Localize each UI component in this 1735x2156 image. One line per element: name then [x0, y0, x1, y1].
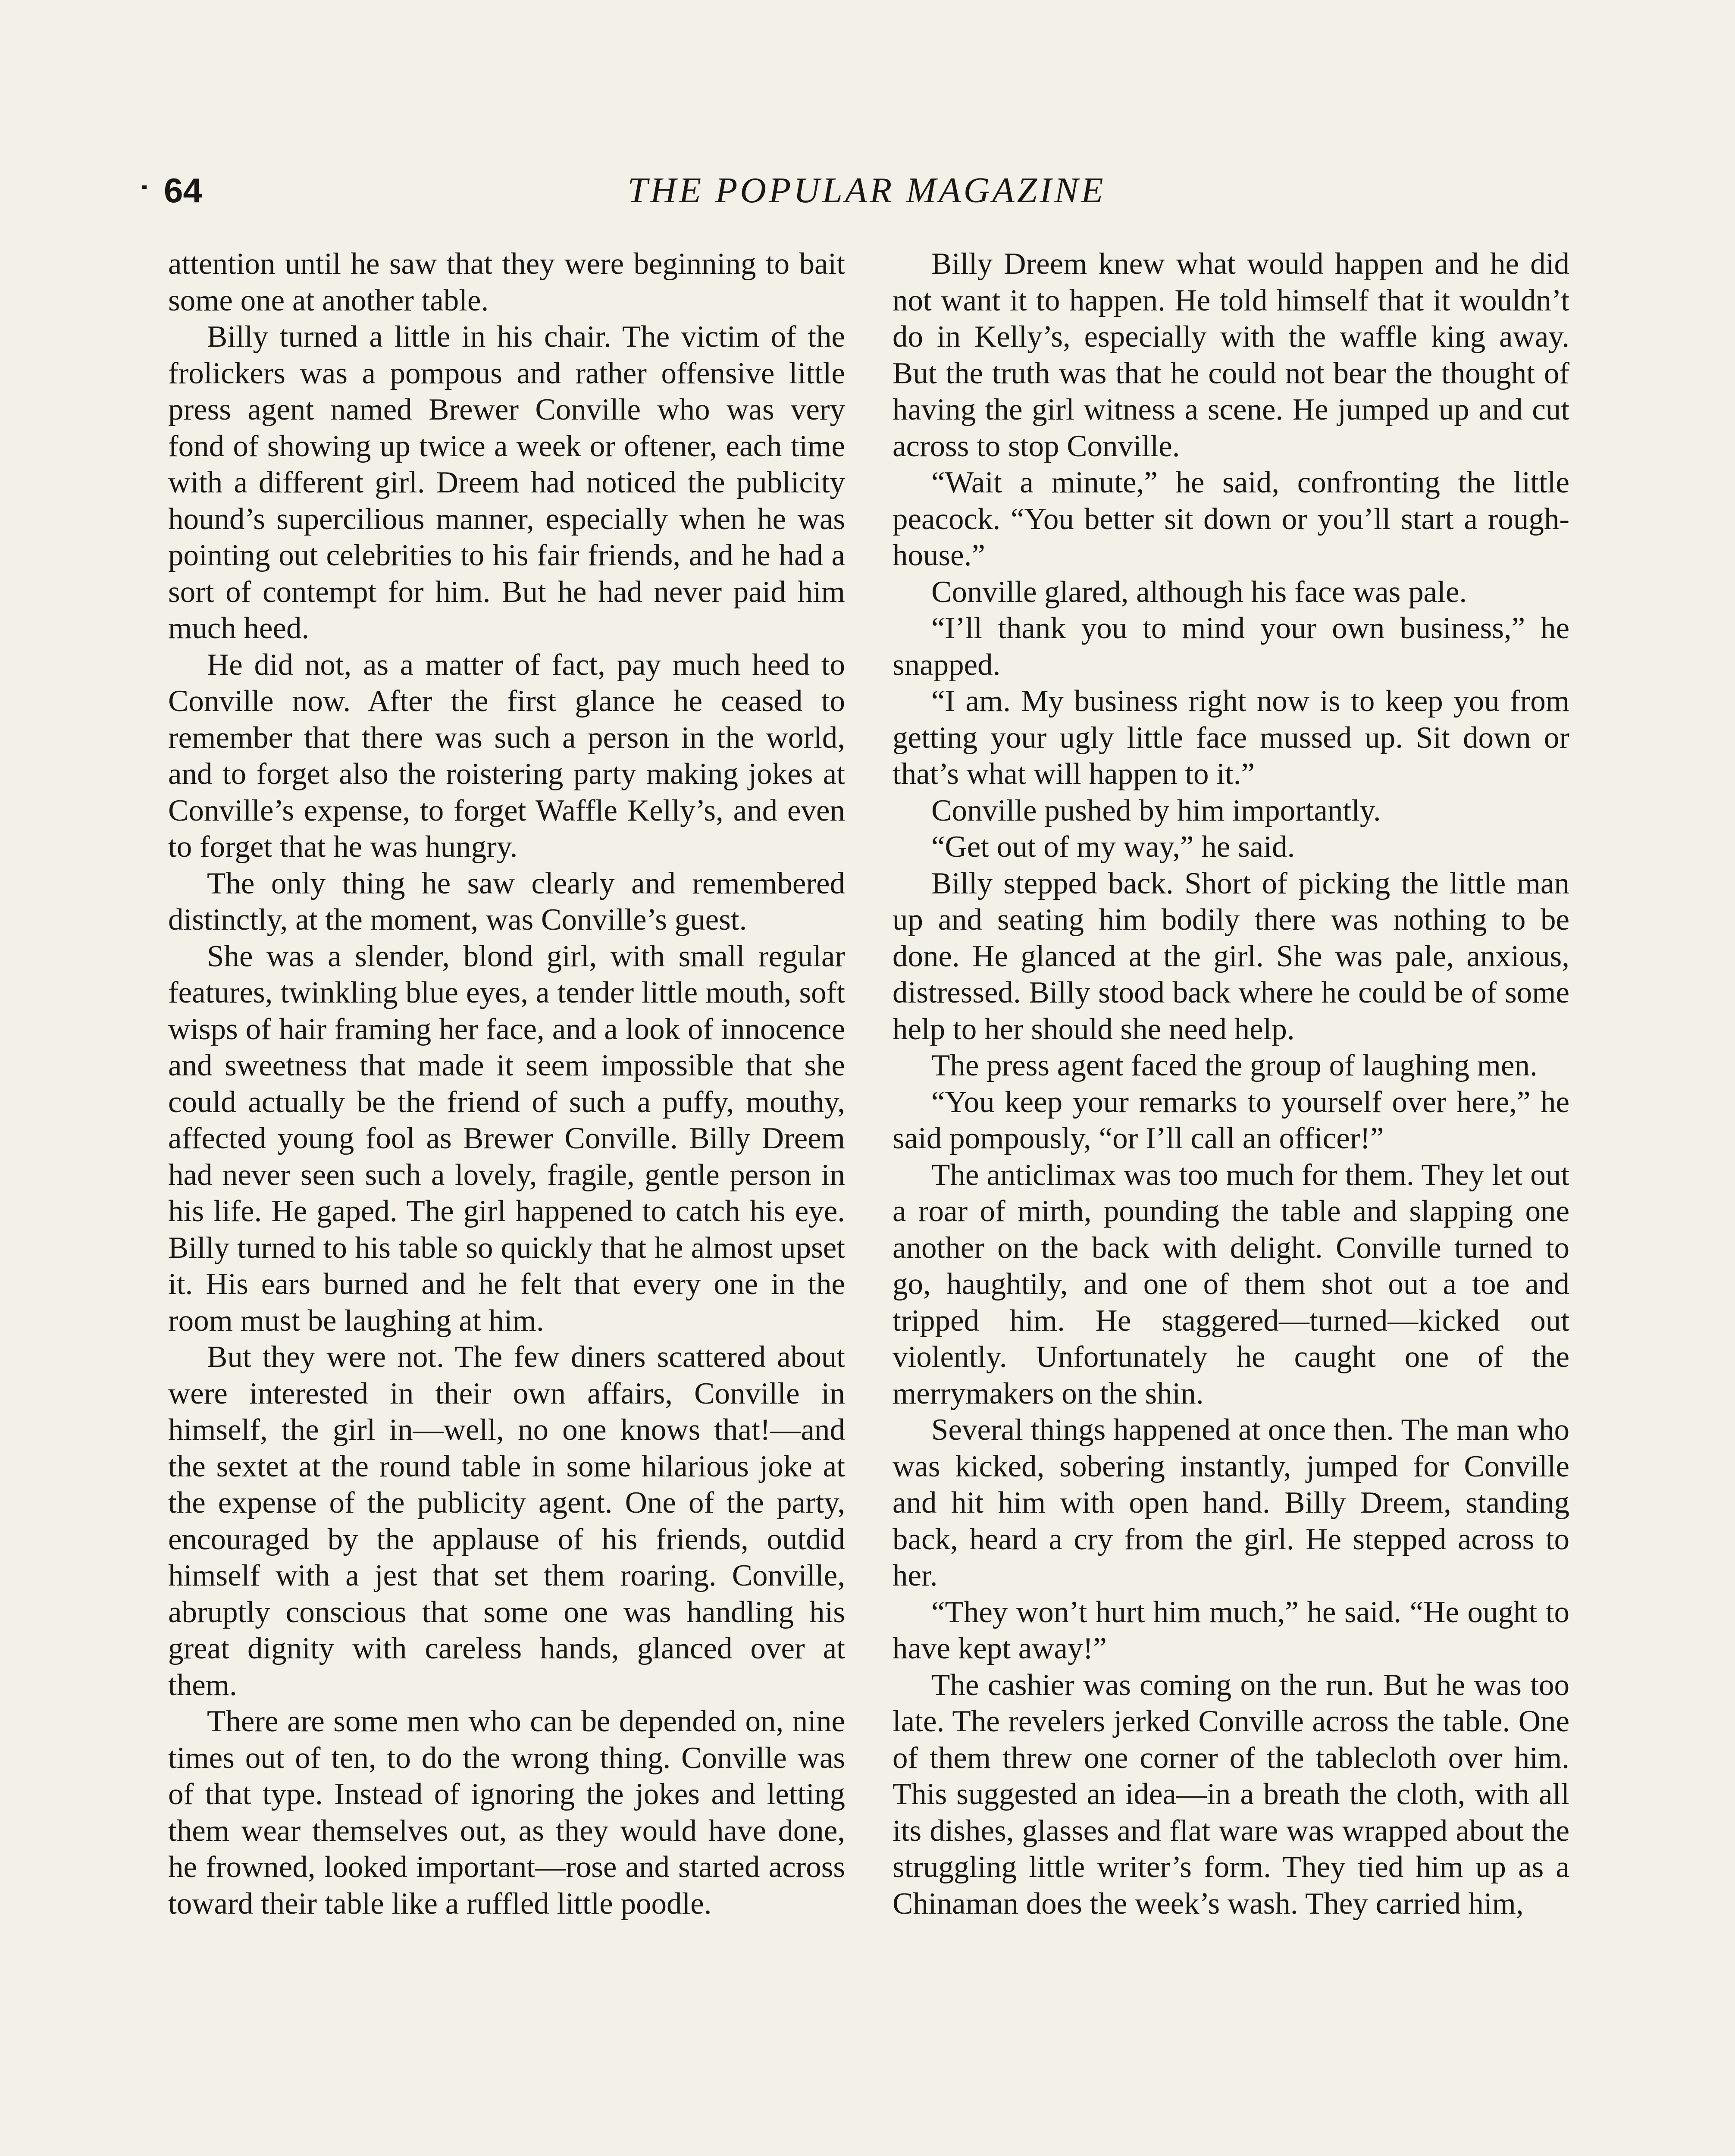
paragraph: Billy Dreem knew what would happen and he did not want it to happen. He told himself that it wouldn’t do in Kelly’s, especially with the waffle king away. But the truth was that he could not bear the thought of having the girl witness a scene. He jumped up and cut across to stop Conville.	[893, 247, 1569, 463]
paragraph: “Wait a minute,” he said, confronting the little peacock. “You better sit down or you’ll start a rough-house.”	[893, 466, 1569, 572]
paragraph: There are some men who can be depended on, nine times out of ten, to do the wrong thing. Conville was of that type. Instead of ignoring the jokes and letting them wear themselves out, as they would have done, he frowned, looked important—rose and started across toward their table like a ruffled little poodle.	[168, 1705, 845, 1921]
paragraph: Billy turned a little in his chair. The victim of the frolickers was a pompous and rather offensive little press agent named Brewer Conville who was very fond of showing up twice a week or oftener, each time with a different girl. Dreem had noticed the publicity hound’s supercilious manner, especially when he was pointing out celebrities to his fair friends, and he had a sort of contempt for him. But he had never paid him much heed.	[168, 320, 845, 645]
page-header	[164, 169, 1569, 216]
paragraph: He did not, as a matter of fact, pay much heed to Conville now. After the first glance he ceased to remember that there was such a person in the world, and to forget also the roistering party making jokes at Conville’s expense, to forget Waffle Kelly’s, and even to forget that he was hungry.	[168, 648, 845, 864]
page-number: 64	[164, 171, 202, 210]
text-column-left	[168, 246, 845, 1922]
paragraph: But they were not. The few diners scattered about were interested in their own affairs, Conville in himself, the girl in—well, no one knows that!—and the sextet at the round table in some hilarious joke at the expense of the publicity agent. One of the party, encouraged by the applause of his friends, outdid himself with a jest that set them roaring. Conville, abruptly conscious that some one was handling his great dignity with careless hands, glanced over at them.	[168, 1340, 845, 1702]
paragraph: She was a slender, blond girl, with small regular features, twinkling blue eyes, a tender little mouth, soft wisps of hair framing her face, and a look of innocence and sweetness that made it seem impossible that she could actually be the friend of such a puffy, mouthy, affected young fool as Brewer Conville. Billy Dreem had never seen such a lovely, fragile, gentle person in his life. He gaped. The girl happened to catch his eye. Billy turned to his table so quickly that he almost upset it. His ears burned and he felt that every one in the room must be laughing at him.	[168, 939, 845, 1338]
paragraph: Conville pushed by him importantly.	[931, 793, 1381, 827]
paragraph: “I’ll thank you to mind your own business,” he snapped.	[893, 611, 1569, 682]
paragraph: “Get out of my way,” he said.	[931, 830, 1295, 864]
paragraph: “I am. My business right now is to keep you from getting your ugly little face mussed up. Sit down or that’s what will happen to it.”	[893, 684, 1569, 791]
running-title: THE POPULAR MAGAZINE	[627, 170, 1106, 210]
paragraph: The anticlimax was too much for them. They let out a roar of mirth, pounding the table and slapping one another on the back with delight. Conville turned to go, haughtily, and one of them shot out a toe and tripped him. He staggered—turned—kicked out violently. Unfortunately he caught one of the merrymakers on the shin.	[893, 1158, 1569, 1410]
paragraph: Conville glared, although his face was pale.	[931, 575, 1467, 609]
paragraph: “You keep your remarks to yourself over here,” he said pompously, “or I’ll call an officer!”	[893, 1085, 1569, 1155]
paragraph: Several things happened at once then. The man who was kicked, sobering instantly, jumped for Conville and hit him with open hand. Billy Dreem, standing back, heard a cry from the girl. He stepped across to her.	[893, 1413, 1569, 1592]
paragraph: The press agent faced the group of laughing men.	[931, 1049, 1538, 1082]
paragraph: Billy stepped back. Short of picking the little man up and seating him bodily there was nothing to be done. He glanced at the girl. She was pale, anxious, distressed. Billy stood back where he could be of some help to her should she need help.	[893, 866, 1569, 1046]
paragraph: “They won’t hurt him much,” he said. “He ought to have kept away!”	[893, 1595, 1569, 1665]
paragraph: The cashier was coming on the run. But he was too late. The revelers jerked Conville across the table. One of them threw one corner of the tablecloth over him. This suggested an idea—in a breath the cloth, with all its dishes, glasses and flat ware was wrapped about the struggling little writer’s form. They tied him up as a Chinaman does the week’s wash. They carried him,	[893, 1668, 1569, 1921]
paragraph: attention until he saw that they were beginning to bait some one at another table.	[168, 247, 845, 317]
paragraph: The only thing he saw clearly and remembered distinctly, at the moment, was Conville’s guest.	[168, 866, 845, 937]
margin-mark	[142, 185, 147, 189]
text-column-right	[893, 246, 1569, 1922]
